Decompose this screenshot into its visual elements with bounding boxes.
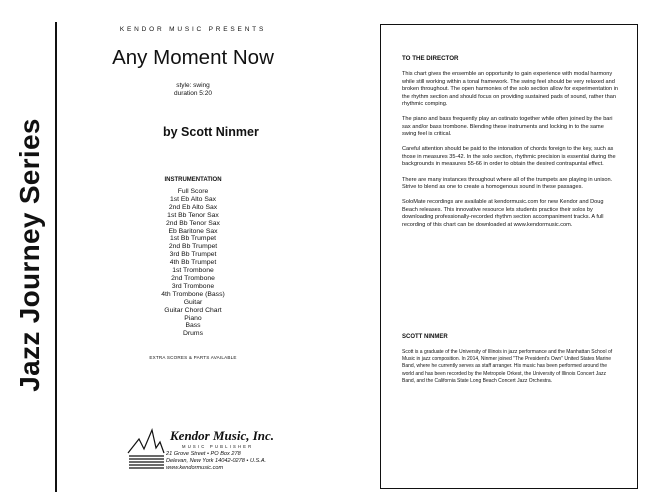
bio-text: Scott is a graduate of the University of Illinois in jazz performance and the Manhattan School of Music in jazz composition. In 2014, Ninmer joined "The President's Own" United States Marine Band, where he currently serves as staff arranger. His music has been performed around the world and has been recorded by the Metropole Orkest, the University of Illinois Concert Jazz Band, and the California State Long Beach Concert Jazz Orchestra. <box>402 349 613 384</box>
instrument-item: 1st Bb Trumpet <box>169 235 217 243</box>
spine-rule <box>55 22 57 492</box>
publisher-logo-icon <box>126 427 166 473</box>
instrumentation-list <box>62 188 324 338</box>
bio-heading: SCOTT NINMER <box>402 334 448 340</box>
publisher-name: Kendor Music, Inc. <box>170 428 275 443</box>
composer-bio <box>402 334 618 385</box>
series-title: Jazz Journey Series <box>14 118 45 392</box>
instrument-item: 2nd Bb Tenor Sax <box>166 219 220 227</box>
instrument-item: Eb Baritone Sax <box>168 227 218 235</box>
publisher-presents: KENDOR MUSIC PRESENTS <box>119 26 267 33</box>
director-note-paragraph: The piano and bass frequently play an ostinato together while often joined by the bari sax and/or bass trombone. Blending these instruments and locking in to the same swing feel is critical. <box>402 116 613 138</box>
instrument-item: 3rd Bb Trumpet <box>169 251 217 259</box>
director-note-paragraph: This chart gives the ensemble an opportunity to gain experience with modal harmony while still working within a tonal framework. The swing feel should be very relaxed and broken throughout. The open harmonies of the solo section allow for experimentation in the rhythm section and should focus on providing sustained pads of sound, rather than rhythmic comping. <box>402 71 619 108</box>
instrument-item: 1st Trombone <box>172 267 214 275</box>
instrument-item: 2nd Bb Trumpet <box>168 243 218 251</box>
address-line-2: Delevan, New York 14042-0278 • U.S.A. <box>166 458 267 464</box>
piece-meta <box>62 82 324 98</box>
instrument-item: Guitar Chord Chart <box>164 306 222 314</box>
instrument-item: 1st Bb Tenor Sax <box>167 211 219 219</box>
instrument-item: Bass <box>185 322 201 330</box>
director-note-paragraph: SoloMate recordings are available at kendormusic.com for new Kendor and Doug Beach releases. This innovative resource lets students practice their solos by downloading professionally-recorded rhythm section accompaniment tracks. A full recording of this chart can be downloaded at www.kendormusic.com. <box>402 199 604 228</box>
instrument-item: Drums <box>182 330 203 338</box>
instrument-item: 1st Eb Alto Sax <box>169 195 217 203</box>
publisher-block <box>126 427 326 477</box>
publisher-website: www.kendormusic.com <box>166 465 224 471</box>
instrument-item: Piano <box>184 314 202 322</box>
style-label: style: swing <box>176 82 210 89</box>
director-note-paragraph: Careful attention should be paid to the intonation of chords foreign to the key, such as those in measures 35-42. In the solo section, rhythmic precision is essential during the backgrounds in measures 55-66 in order to obtain the desired contrapuntal effect. <box>402 146 616 168</box>
instrument-item: 2nd Eb Alto Sax <box>168 203 218 211</box>
extra-parts-note: EXTRA SCORES & PARTS AVAILABLE <box>149 355 237 360</box>
instrument-item: 4th Bb Trumpet <box>169 259 217 267</box>
instrument-item: 3rd Trombone <box>171 282 215 290</box>
cover-page <box>0 0 333 500</box>
director-notes-heading: TO THE DIRECTOR <box>402 55 459 62</box>
publisher-subtitle: MUSIC PUBLISHER <box>182 444 254 449</box>
instrumentation-heading: INSTRUMENTATION <box>164 177 222 183</box>
instrument-item: Guitar <box>183 298 203 306</box>
notes-page <box>380 24 638 489</box>
instrument-item: 4th Trombone (Bass) <box>161 290 225 298</box>
composer: by Scott Ninmer <box>163 125 259 139</box>
director-notes <box>402 55 618 237</box>
instrument-item: Full Score <box>177 188 209 195</box>
address-line-1: 21 Grove Street • PO Box 278 <box>166 451 241 457</box>
instrument-item: 2nd Trombone <box>171 274 215 282</box>
piece-title: Any Moment Now <box>112 46 274 69</box>
director-note-paragraph: There are many instances throughout where all of the trumpets are playing in unison. Strive to blend as one to create a homogenous sound in these passages. <box>402 176 613 191</box>
publisher-address <box>166 451 266 472</box>
duration-label: duration 5:20 <box>174 90 212 97</box>
